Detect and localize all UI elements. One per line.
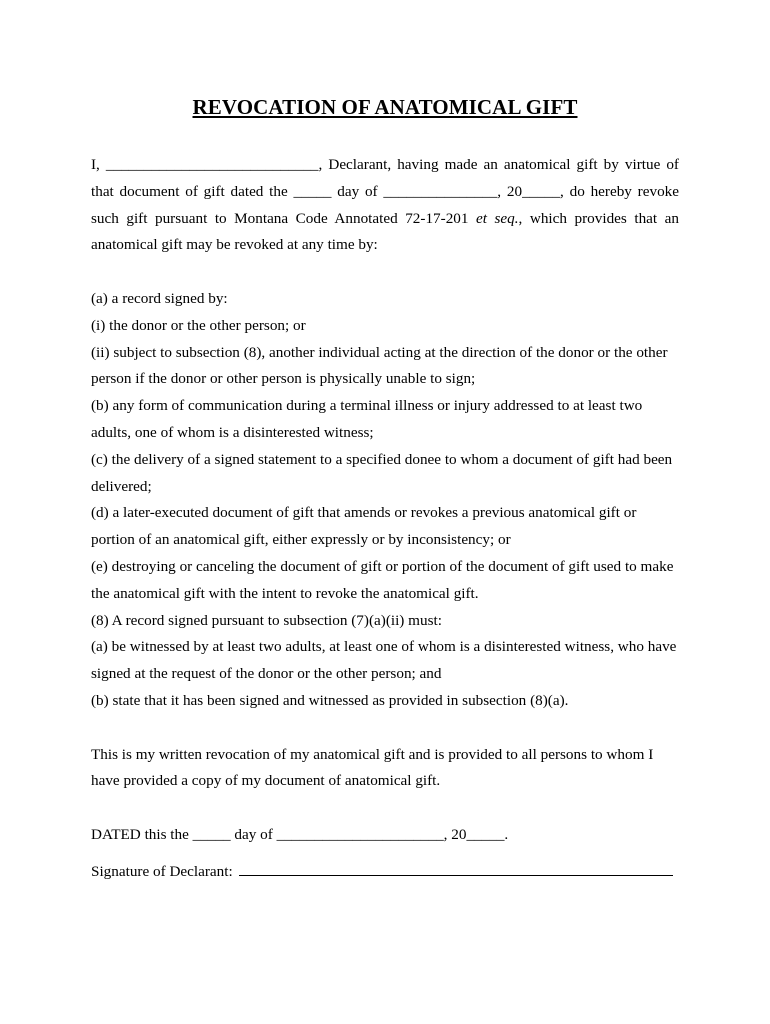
intro-italic: et seq.	[476, 209, 519, 227]
spacer	[91, 259, 679, 286]
list-line: signed at the request of the donor or the other person; and	[91, 665, 442, 683]
list-line: (ii) subject to subsection (8), another individual acting at the direction of the donor or the other	[91, 343, 668, 361]
list-line: (b) any form of communication during a terminal illness or injury addressed to at least two	[91, 397, 643, 415]
list-line: (i) the donor or the other person; or	[91, 316, 306, 334]
spacer	[91, 715, 679, 742]
closing-paragraph	[91, 742, 679, 796]
list-line: adults, one of whom is a disinterested witness;	[91, 423, 374, 441]
intro-text-2: , which provides that an anatomical gift may be revoked at any time by:	[91, 209, 679, 254]
list-line: (e) destroying or canceling the document of gift or portion of the document of gift used to make	[91, 557, 674, 575]
intro-text-1: I, ____________________________, Declarant, having made an anatomical gift by virtue of that document of gift dated the _____ day of _______________, 20_____, do hereby revoke such gift pursuant to Montana Code Annotated 72-17-201	[91, 156, 679, 227]
list-line: portion of an anatomical gift, either expressly or by inconsistency; or	[91, 531, 511, 549]
spacer	[91, 795, 679, 822]
list-line: (b) state that it has been signed and witnessed as provided in subsection (8)(a).	[91, 691, 569, 709]
list-line: (8) A record signed pursuant to subsection (7)(a)(ii) must:	[91, 611, 442, 629]
revocation-list	[91, 286, 679, 715]
list-line: delivered;	[91, 477, 152, 495]
list-line: (a) be witnessed by at least two adults, at least one of whom is a disinterested witness, who have	[91, 638, 677, 656]
list-line: (c) the delivery of a signed statement to a specified donee to whom a document of gift had been	[91, 450, 673, 468]
signature-line	[91, 859, 679, 886]
document-body	[91, 152, 679, 886]
document-title: REVOCATION OF ANATOMICAL GIFT	[192, 95, 578, 119]
dated-line: DATED this the _____ day of ______________________, 20_____.	[91, 825, 509, 843]
signature-label: Signature of Declarant:	[91, 862, 233, 880]
list-line: (d) a later-executed document of gift that amends or revokes a previous anatomical gift or	[91, 504, 637, 522]
closing-line: have provided a copy of my document of anatomical gift.	[91, 772, 441, 790]
list-line: the anatomical gift with the intent to revoke the anatomical gift.	[91, 584, 479, 602]
list-line: person if the donor or other person is physically unable to sign;	[91, 370, 476, 388]
closing-line: This is my written revocation of my anatomical gift and is provided to all persons to whom I	[91, 745, 654, 763]
list-line: (a) a record signed by:	[91, 289, 228, 307]
signature-field[interactable]	[239, 860, 673, 876]
intro-paragraph	[91, 152, 679, 259]
